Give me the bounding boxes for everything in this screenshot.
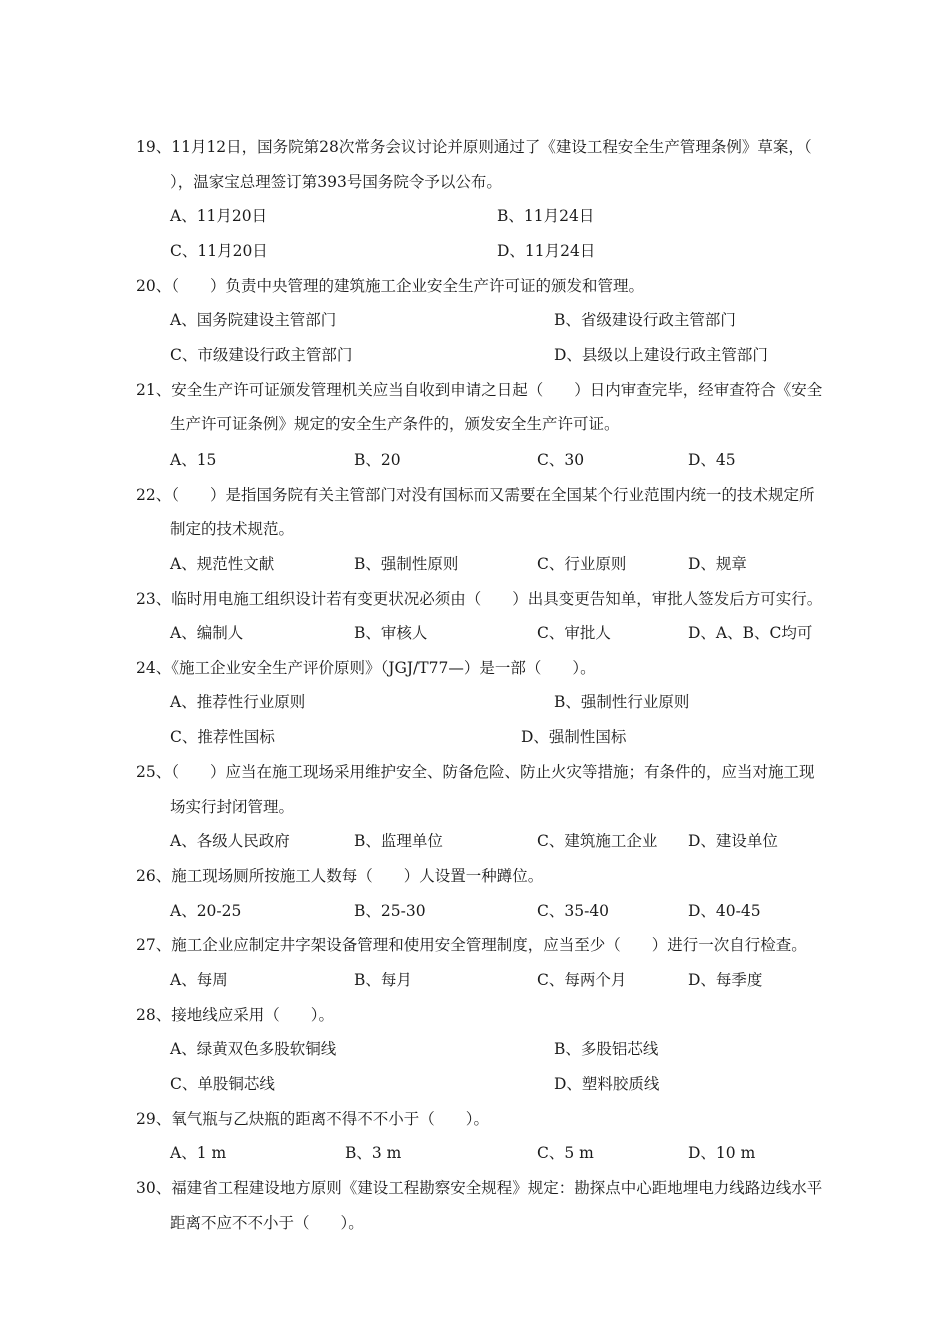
question-text: 26、施工现场厕所按施工人数每（ ）人设置一种蹲位。 bbox=[136, 867, 544, 885]
option-a: A、1 m bbox=[170, 1144, 227, 1162]
option-a: A、每周 bbox=[170, 971, 228, 989]
option-c: C、审批人 bbox=[537, 624, 611, 642]
option-c: C、单股铜芯线 bbox=[170, 1075, 275, 1093]
question-text: 19、11月12日，国务院第28次常务会议讨论并原则通过了《建设工程安全生产管理条例》草案，（ bbox=[136, 138, 812, 156]
question-text: 20、（ ）负责中央管理的建筑施工企业安全生产许可证的颁发和管理。 bbox=[136, 277, 644, 295]
question-text: 23、临时用电施工组织设计若有变更状况必须由（ ）出具变更告知单，审批人签发后方可实行。 bbox=[136, 590, 823, 608]
question-text: 生产许可证条例》规定的安全生产条件的，颁发安全生产许可证。 bbox=[170, 415, 620, 433]
option-d: D、11月24日 bbox=[497, 242, 596, 260]
option-b: B、强制性行业原则 bbox=[554, 693, 690, 711]
option-a: A、15 bbox=[170, 451, 217, 469]
option-c: C、推荐性国标 bbox=[170, 728, 275, 746]
option-b: B、3 m bbox=[345, 1144, 402, 1162]
option-c: C、市级建设行政主管部门 bbox=[170, 346, 353, 364]
option-b: B、11月24日 bbox=[497, 207, 595, 225]
option-a: A、绿黄双色多股软铜线 bbox=[170, 1040, 337, 1058]
option-b: B、省级建设行政主管部门 bbox=[554, 311, 736, 329]
option-c: C、每两个月 bbox=[537, 971, 627, 989]
option-a: A、各级人民政府 bbox=[170, 832, 290, 850]
question-text: 30、福建省工程建设地方原则《建设工程勘察安全规程》规定：勘探点中心距地埋电力线路边线水平 bbox=[136, 1179, 823, 1197]
question-text: ），温家宝总理签订第393号国务院令予以公布。 bbox=[170, 173, 502, 191]
option-d: D、45 bbox=[688, 451, 736, 469]
question-text: 场实行封闭管理。 bbox=[170, 798, 295, 816]
question-text: 制定的技术规范。 bbox=[170, 520, 295, 538]
question-text: 27、施工企业应制定井字架设备管理和使用安全管理制度，应当至少（ ）进行一次自行检查。 bbox=[136, 936, 807, 954]
option-b: B、多股铝芯线 bbox=[554, 1040, 659, 1058]
option-d: D、县级以上建设行政主管部门 bbox=[554, 346, 768, 364]
option-c: C、30 bbox=[537, 451, 585, 469]
question-text: 24、《施工企业安全生产评价原则》（JGJ/T77—）是一部（ ）。 bbox=[136, 659, 596, 677]
option-a: A、推荐性行业原则 bbox=[170, 693, 306, 711]
option-a: A、11月20日 bbox=[170, 207, 268, 225]
option-d: D、40-45 bbox=[688, 902, 761, 920]
option-c: C、35-40 bbox=[537, 902, 610, 920]
option-c: C、建筑施工企业 bbox=[537, 832, 658, 850]
option-a: A、国务院建设主管部门 bbox=[170, 311, 337, 329]
question-text: 29、氧气瓶与乙炔瓶的距离不得不不小于（ ）。 bbox=[136, 1110, 489, 1128]
question-text: 25、（ ）应当在施工现场采用维护安全、防备危险、防止火灾等措施；有条件的，应当对施工现 bbox=[136, 763, 815, 781]
question-text: 距离不应不不小于（ ）。 bbox=[170, 1214, 364, 1232]
option-d: D、10 m bbox=[688, 1144, 756, 1162]
option-c: C、5 m bbox=[537, 1144, 594, 1162]
question-text: 22、（ ）是指国务院有关主管部门对没有国标而又需要在全国某个行业范围内统一的技术规定所 bbox=[136, 486, 815, 504]
option-d: D、强制性国标 bbox=[521, 728, 627, 746]
question-text: 28、接地线应采用（ ）。 bbox=[136, 1006, 334, 1024]
option-a: A、编制人 bbox=[170, 624, 244, 642]
option-a: A、规范性文献 bbox=[170, 555, 275, 573]
option-b: B、审核人 bbox=[354, 624, 428, 642]
option-c: C、行业原则 bbox=[537, 555, 627, 573]
option-d: D、每季度 bbox=[688, 971, 763, 989]
option-c: C、11月20日 bbox=[170, 242, 268, 260]
option-b: B、监理单位 bbox=[354, 832, 443, 850]
option-b: B、每月 bbox=[354, 971, 412, 989]
option-a: A、20-25 bbox=[170, 902, 242, 920]
question-text: 21、安全生产许可证颁发管理机关应当自收到申请之日起（ ）日内审查完毕，经审查符合《安全 bbox=[136, 381, 823, 399]
option-d: D、规章 bbox=[688, 555, 747, 573]
option-d: D、A、B、C均可 bbox=[688, 624, 813, 642]
option-b: B、25-30 bbox=[354, 902, 426, 920]
option-b: B、强制性原则 bbox=[354, 555, 459, 573]
option-d: D、塑料胶质线 bbox=[554, 1075, 660, 1093]
option-b: B、20 bbox=[354, 451, 401, 469]
option-d: D、建设单位 bbox=[688, 832, 778, 850]
